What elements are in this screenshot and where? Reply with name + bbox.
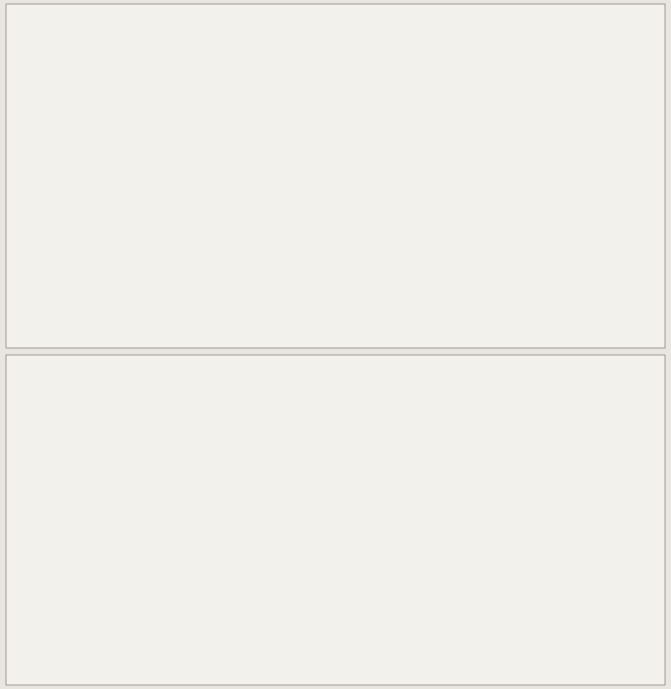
lower-sheet bbox=[6, 355, 665, 685]
upper-sheet bbox=[6, 4, 665, 348]
